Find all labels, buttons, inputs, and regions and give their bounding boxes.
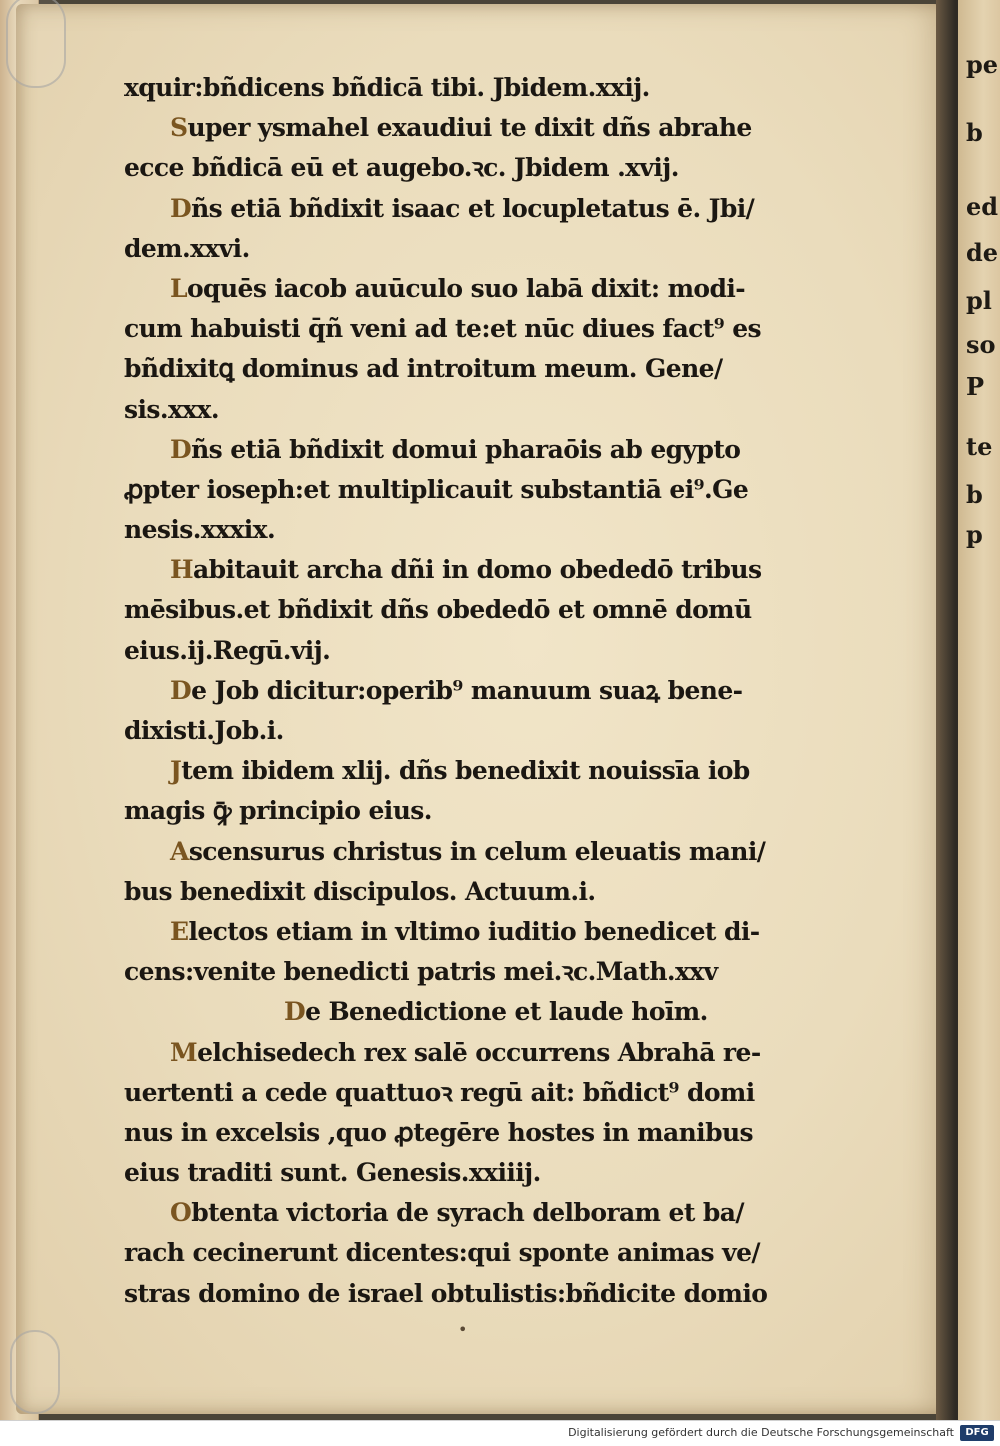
rubricated-initial: J: [170, 756, 182, 786]
next-page-edge: [958, 0, 1000, 1420]
next-page-fragment: te: [966, 432, 993, 461]
line-text: rach cecinerunt dicentes:qui sponte animas ve/: [124, 1238, 760, 1268]
line-text: mēsibus.et bñdixit dñs obededō et omnē domū: [124, 595, 752, 625]
line-text: bñdixitꝗ dominus ad introitum meum. Gene/: [124, 354, 723, 384]
rubricated-initial: M: [170, 1037, 198, 1067]
line-text: elchisedech rex salē occurrens Abrahā re-: [197, 1037, 761, 1067]
text-line: [124, 791, 894, 831]
text-line: [124, 590, 894, 630]
text-line: [124, 229, 894, 269]
text-line: [124, 1233, 894, 1273]
text-line: [124, 189, 894, 229]
rubricated-initial: A: [170, 836, 189, 866]
text-line: [124, 912, 894, 952]
next-page-fragment: pl: [966, 286, 992, 315]
line-text: cens:venite benedicti patris mei.ꝛc.Math.xxv: [124, 957, 718, 987]
line-text: ñs etiā bñdixit domui pharaōis ab egypto: [191, 434, 741, 464]
line-text: magis ꝙ̄ principio eius.: [124, 796, 432, 826]
text-line: [124, 1113, 894, 1153]
plastic-clip-top: [6, 0, 66, 88]
line-text: uper ysmahel exaudiui te dixit dñs abrahe: [187, 113, 752, 143]
next-page-fragment: b: [966, 118, 983, 147]
footer-credit: Digitalisierung gefördert durch die Deutsche Forschungsgemeinschaft: [568, 1426, 954, 1439]
rubricated-initial: E: [170, 916, 189, 946]
line-text: e Job dicitur:operib⁹ manuum suaꝝ bene-: [191, 675, 743, 705]
text-line: [124, 1153, 894, 1193]
text-line: [124, 309, 894, 349]
text-line: [124, 550, 894, 590]
text-line: [124, 68, 894, 108]
text-line: [124, 1033, 894, 1073]
text-line: [124, 390, 894, 430]
next-page-fragment: b: [966, 480, 983, 509]
line-text: cum habuisti q̄ñ veni ad te:et nūc diues fact⁹ es: [124, 314, 761, 344]
line-text: lectos etiam in vltimo iuditio benedicet di-: [188, 916, 760, 946]
text-line: [124, 631, 894, 671]
line-text: btenta victoria de syrach delboram et ba/: [191, 1198, 744, 1228]
text-line: [124, 872, 894, 912]
line-text: nesis.xxxix.: [124, 515, 276, 545]
next-page-fragment: P: [966, 372, 985, 401]
text-line: [124, 1073, 894, 1113]
line-text: uertenti a cede quattuoꝛ regū ait: bñdict⁹ domi: [124, 1077, 755, 1107]
plastic-clip-bottom: [10, 1330, 60, 1414]
line-text: scensurus christus in celum eleuatis mani/: [188, 836, 766, 866]
text-line: [124, 470, 894, 510]
line-text: xquir:bñdicens bñdicā tibi. Jbidem.xxij.: [124, 73, 650, 102]
text-line: [124, 832, 894, 872]
text-line: [124, 952, 894, 992]
next-page-fragment: de: [966, 238, 999, 267]
text-line: [124, 269, 894, 309]
rubricated-initial: D: [170, 434, 192, 464]
line-text: dem.xxvi.: [124, 233, 250, 263]
line-text: e Benedictione et laude hoīm.: [305, 997, 708, 1027]
line-text: dixisti.Job.i.: [124, 716, 284, 745]
section-heading: [124, 992, 894, 1032]
dfg-logo: DFG: [960, 1425, 994, 1441]
next-page-fragment: pe: [966, 50, 999, 79]
text-line: [124, 1274, 894, 1314]
text-line: [124, 108, 894, 148]
line-text: oquēs iacob auūculo suo labā dixit: modi-: [186, 273, 746, 303]
line-text: bus benedixit discipulos. Actuum.i.: [124, 876, 596, 906]
text-line: [124, 671, 894, 711]
next-page-fragment: p: [966, 520, 983, 549]
rubricated-initial: S: [170, 113, 188, 143]
text-line: [124, 430, 894, 470]
text-line: [124, 510, 894, 550]
next-page-fragment: so: [966, 330, 996, 359]
line-text: ꝓpter ioseph:et multiplicauit substantiā ei⁹.Ge: [124, 474, 749, 504]
line-text: stras domino de israel obtulistis:bñdicite domio: [124, 1278, 768, 1308]
rubricated-initial: D: [284, 997, 306, 1027]
line-text: nus in excelsis ,quo ꝓtegēre hostes in manibus: [124, 1117, 754, 1147]
text-line: [124, 1193, 894, 1233]
footer-bar: [0, 1420, 1000, 1446]
page-text: [124, 68, 894, 1314]
text-line: [124, 751, 894, 791]
line-text: abitauit archa dñi in domo obededō tribus: [193, 555, 762, 585]
line-text: sis.xxx.: [124, 394, 219, 424]
rubricated-initial: L: [170, 273, 187, 303]
next-page-fragment: ed: [966, 192, 999, 221]
rubricated-initial: O: [170, 1198, 192, 1228]
page-mark: •: [458, 1320, 468, 1339]
text-line: [124, 711, 894, 751]
line-text: eius traditi sunt. Genesis.xxiiij.: [124, 1158, 541, 1188]
rubricated-initial: D: [170, 675, 192, 705]
line-text: ecce bñdicā eū et augebo.ꝛc. Jbidem .xvij.: [124, 153, 679, 183]
line-text: eius.ij.Regū.vij.: [124, 635, 331, 665]
text-line: [124, 349, 894, 389]
rubricated-initial: D: [170, 193, 192, 223]
rubricated-initial: H: [170, 555, 194, 585]
text-line: [124, 148, 894, 188]
line-text: tem ibidem xlij. dñs benedixit nouissīa iob: [181, 756, 750, 786]
line-text: ñs etiā bñdixit isaac et locupletatus ē. Jbi/: [191, 193, 755, 223]
